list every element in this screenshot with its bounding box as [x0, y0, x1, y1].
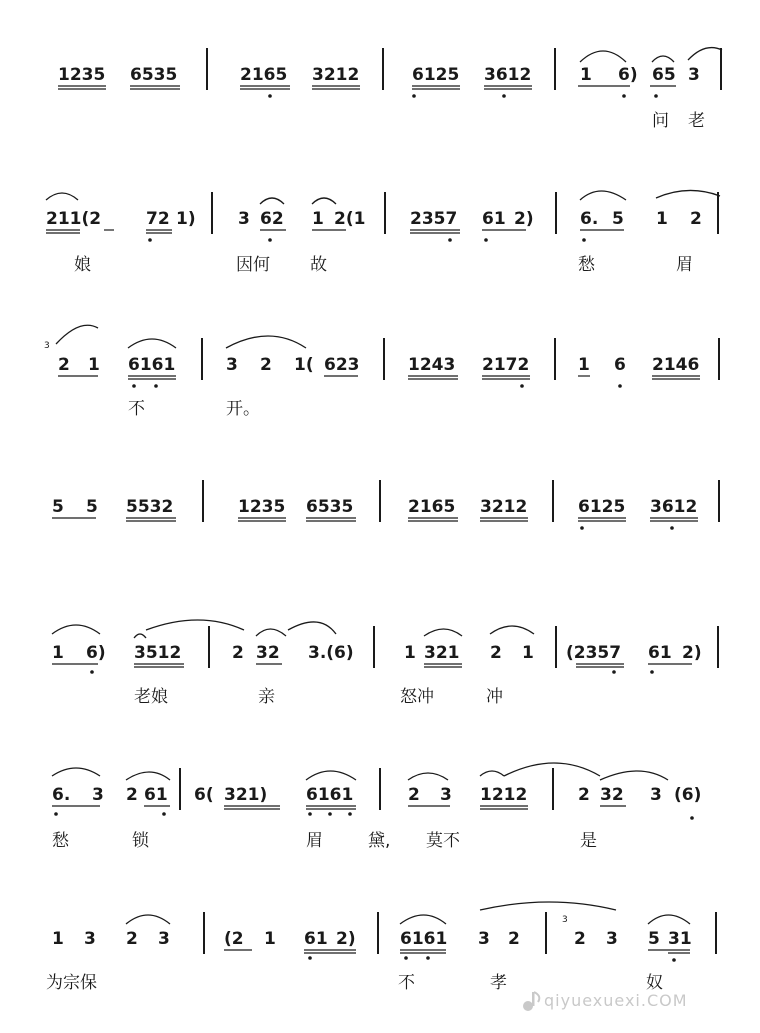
note: 1 [522, 643, 534, 663]
beam-underlines [46, 230, 624, 233]
note-group: 1243 [408, 355, 456, 375]
note-group: 32 [600, 785, 624, 805]
note: 2 [58, 355, 70, 375]
lyric: 因何 [236, 255, 270, 275]
beam-underlines [224, 950, 690, 953]
beam-underlines [58, 376, 700, 379]
note-group: 1( [294, 355, 314, 375]
note: 3 [84, 929, 96, 949]
lyric: 故 [310, 255, 327, 275]
note: 1 [88, 355, 100, 375]
note: 5 [648, 929, 660, 949]
score-system-3 [44, 325, 719, 419]
lyric: 黛, [368, 831, 391, 851]
note-group: 6535 [130, 65, 178, 85]
score-system-5 [52, 620, 718, 707]
note-group: 6535 [306, 497, 354, 517]
note: 3 [158, 929, 170, 949]
note-group: 3212 [312, 65, 360, 85]
lyric: 亲 [258, 687, 275, 707]
note: 2 [690, 209, 702, 229]
note-group: 6161 [128, 355, 176, 375]
slur-arcs [126, 902, 690, 924]
lyric: 愁 [578, 255, 595, 275]
lyric: 孝 [490, 973, 507, 993]
note-group: 6125 [578, 497, 626, 517]
beam-underlines [52, 518, 698, 521]
note: 1) [176, 209, 196, 229]
note-group: (6) [674, 785, 702, 805]
lyric: 老 [688, 111, 705, 131]
score-system-4 [52, 480, 719, 530]
slur-arcs [56, 325, 306, 348]
lyric: 不 [398, 973, 415, 993]
note: 3 [650, 785, 662, 805]
note: 5 [612, 209, 624, 229]
note: 2 [126, 785, 138, 805]
note-group: 61 [144, 785, 168, 805]
octave-dots [148, 238, 586, 242]
beam-underlines [52, 806, 626, 809]
note-group: 321) [224, 785, 268, 805]
note-group: 321 [424, 643, 460, 663]
note-group: 61 [482, 209, 506, 229]
note-group: 3212 [480, 497, 528, 517]
note: 1 [52, 643, 64, 663]
lyric: 眉 [306, 831, 323, 851]
note: 3 [226, 355, 238, 375]
note-group: 2165 [240, 65, 288, 85]
slur-arcs [52, 620, 534, 638]
note: 2) [682, 643, 702, 663]
note-group: 6161 [306, 785, 354, 805]
note-group: 6125 [412, 65, 460, 85]
octave-dots [54, 812, 694, 820]
note: 1 [52, 929, 64, 949]
lyric: 愁 [52, 831, 69, 851]
score-system-6 [52, 763, 701, 851]
note: 3 [440, 785, 452, 805]
note-group: 3612 [650, 497, 698, 517]
note: 1 [580, 65, 592, 85]
note: 1 [578, 355, 590, 375]
note: 1 [656, 209, 668, 229]
note-group: 62 [260, 209, 284, 229]
note-group: 2146 [652, 355, 700, 375]
note-group: 623 [324, 355, 360, 375]
note: 2 [578, 785, 590, 805]
note-group: 2(1 [334, 209, 366, 229]
score-system-1 [58, 48, 722, 131]
note: 6. [52, 785, 71, 805]
note: 5 [52, 497, 64, 517]
note-group: 3.(6) [308, 643, 354, 663]
note: 2) [514, 209, 534, 229]
octave-dots [132, 384, 622, 388]
note: 6. [580, 209, 599, 229]
beam-underlines [52, 664, 692, 667]
lyric: 奴 [646, 973, 663, 993]
octave-dots [308, 956, 676, 962]
note: 6( [194, 785, 214, 805]
note-group: 31 [668, 929, 692, 949]
note-group: 6161 [400, 929, 448, 949]
lyric: 怒冲 [400, 687, 434, 707]
note: 3 [478, 929, 490, 949]
slur-arcs [580, 48, 722, 62]
note-group: 5532 [126, 497, 174, 517]
note: 3 [606, 929, 618, 949]
note-group: 1235 [238, 497, 286, 517]
note-group: 1235 [58, 65, 106, 85]
note: 6) [618, 65, 638, 85]
note-group: 61 [648, 643, 672, 663]
lyric: 不 [128, 399, 145, 419]
note-group: 2172 [482, 355, 530, 375]
site-watermark [523, 991, 688, 1011]
note: 1 [404, 643, 416, 663]
lyric: 老娘 [134, 687, 168, 707]
grace-note: 3 [562, 915, 568, 925]
note: 5 [86, 497, 98, 517]
note: 3 [238, 209, 250, 229]
note-group: 3512 [134, 643, 182, 663]
octave-dots [580, 526, 674, 530]
note: 3 [688, 65, 700, 85]
note-group: 2165 [408, 497, 456, 517]
note-group: 3612 [484, 65, 532, 85]
lyric: 是 [580, 831, 597, 851]
lyric: 娘 [74, 255, 91, 275]
note: 2 [408, 785, 420, 805]
lyric: 莫不 [426, 831, 460, 851]
lyric: 为宗保 [46, 973, 97, 993]
note: 2 [490, 643, 502, 663]
note: 6) [86, 643, 106, 663]
lyric: 锁 [132, 831, 149, 851]
beam-underlines [58, 86, 676, 89]
note: 2 [574, 929, 586, 949]
lyric: 冲 [486, 687, 503, 707]
note: 3 [92, 785, 104, 805]
score-system-2 [46, 190, 720, 275]
watermark-text: qiyuexuexi.COM [544, 991, 688, 1010]
octave-dots [268, 94, 658, 98]
note: 1 [264, 929, 276, 949]
note: 2 [508, 929, 520, 949]
note-group: 1212 [480, 785, 528, 805]
lyric: 开。 [226, 399, 260, 419]
note-group: 2) [336, 929, 356, 949]
octave-dots [90, 670, 654, 674]
note: 2 [232, 643, 244, 663]
note-group: (2357 [566, 643, 622, 663]
note-group: 211(2 [46, 209, 102, 229]
grace-note: 3 [44, 341, 50, 351]
note-group: 72 [146, 209, 170, 229]
note-group: (2 [224, 929, 244, 949]
slur-arcs [52, 763, 668, 780]
note: 6 [614, 355, 626, 375]
lyric: 眉 [676, 255, 693, 275]
lyric: 问 [652, 111, 669, 131]
note-group: 2357 [410, 209, 458, 229]
note-logo-icon [523, 992, 539, 1011]
note-group: 32 [256, 643, 280, 663]
note: 2 [126, 929, 138, 949]
note-group: 65 [652, 65, 676, 85]
slur-arcs [46, 190, 720, 204]
note: 1 [312, 209, 324, 229]
note: 2 [260, 355, 272, 375]
note-group: 61 [304, 929, 328, 949]
score-system-7 [46, 902, 716, 993]
